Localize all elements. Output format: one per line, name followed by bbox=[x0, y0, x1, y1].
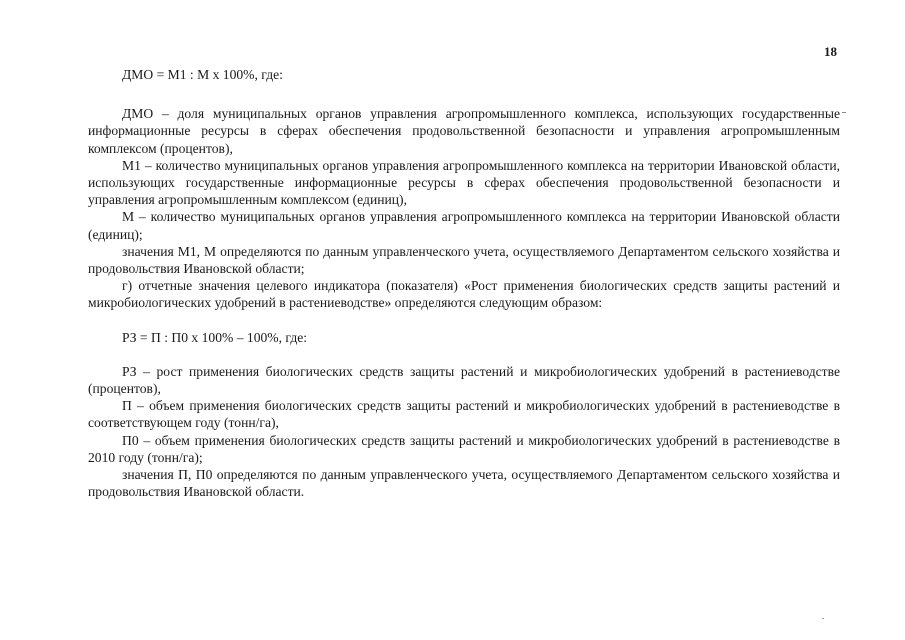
definition-m: М – количество муниципальных органов управления агропромышленного комплекса на территории Ивановской области (единиц); bbox=[88, 209, 840, 242]
spacer bbox=[88, 83, 840, 105]
definition-m1: М1 – количество муниципальных органов управления агропромышленного комплекса на территории Ивановской области, использующих государственные информационные ресурсы в сферах обеспечения продовольственной безопасности и управления агропромышленным комплексом (единиц), bbox=[88, 157, 840, 208]
spacer bbox=[88, 346, 840, 363]
item-g: г) отчетные значения целевого индикатора (показателя) «Рост применения биологических средств защиты растений и микробиологических удобрений в растениеводстве» определяются следующим образом: bbox=[88, 278, 840, 311]
document-body bbox=[88, 58, 840, 500]
formula-dmo: ДМО = М1 : М х 100%, где: bbox=[122, 67, 283, 82]
definition-rz: РЗ – рост применения биологических средств защиты растений и микробиологических удобрений в растениеводстве (процентов), bbox=[88, 363, 840, 397]
definition-p0: П0 – объем применения биологических средств защиты растений и микробиологических удобрений в растениеводстве в 2010 году (тонн/га); bbox=[88, 432, 840, 465]
formula-rz: РЗ = П : П0 х 100% – 100%, где: bbox=[122, 329, 308, 345]
definition-p: П – объем применения биологических средств защиты растений и микробиологических удобрений в растениеводстве в соответствующем году (тонн/га), bbox=[88, 398, 840, 431]
page-number: 18 bbox=[824, 44, 837, 59]
values-source-m: значения М1, М определяются по данным управленческого учета, осуществляемого Департаментом сельского хозяйства и продовольствия Ивановской области; bbox=[88, 243, 840, 277]
spacer bbox=[88, 312, 840, 329]
scan-smudge bbox=[842, 112, 846, 113]
values-source-p: значения П, П0 определяются по данным управленческого учета, осуществляемого Департаментом сельского хозяйства и продовольствия Ивановской области. bbox=[88, 467, 840, 500]
scan-dot bbox=[822, 618, 824, 619]
definition-dmo: ДМО – доля муниципальных органов управления агропромышленного комплекса, использующих государственные информационные ресурсы в сферах обеспечения продовольственной безопасности и управления агропромышленным комплексом (процентов), bbox=[88, 106, 840, 156]
